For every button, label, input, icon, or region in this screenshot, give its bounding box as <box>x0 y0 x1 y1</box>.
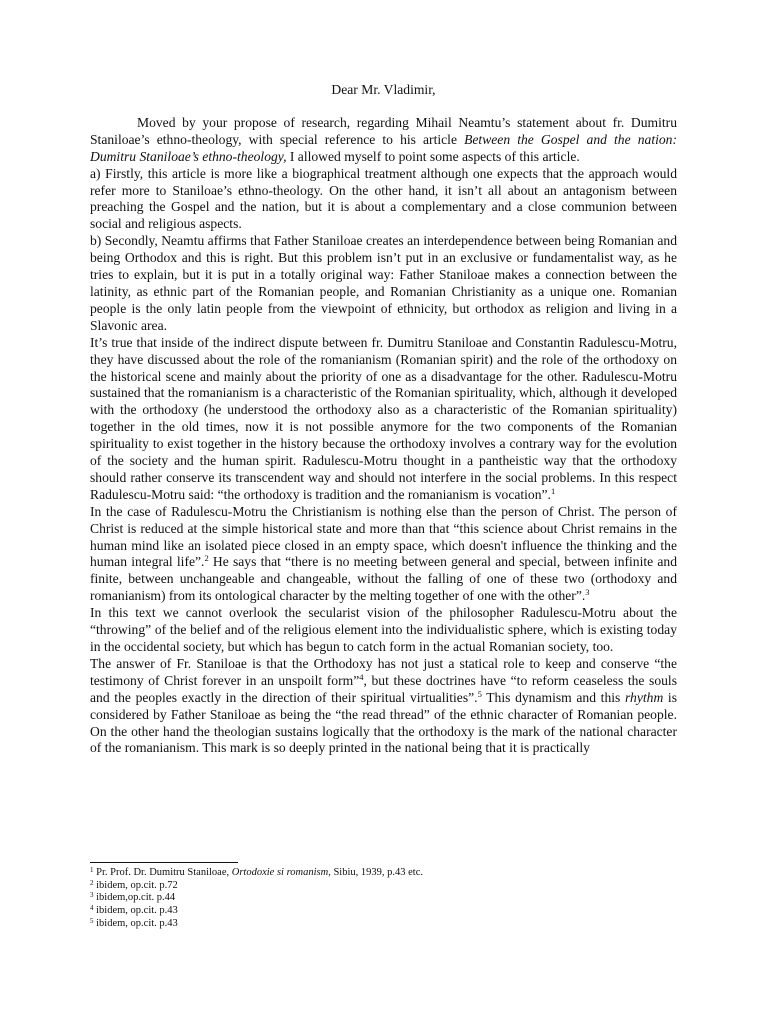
footnote-ref-1: 1 <box>550 485 556 496</box>
intro-text: Moved by your propose of research, regarding Mihail Neamtu’s statement about fr. Dumitru Staniloae’s ethno-theology, with special reference to his article <box>90 114 677 147</box>
salutation: Dear Mr. Vladimir, <box>331 82 436 97</box>
footnote-5 <box>90 918 677 931</box>
christ-paragraph <box>90 504 677 605</box>
point-a-paragraph: a) Firstly, this article is more like a biographical treatment although one expects that the approach would refer more to Staniloae’s ethno-theology. On the other hand, it isn’t all about an antagonism between preaching the Gospel and the nation, but it is about a complementary and a close communion between social and religious aspects. <box>90 165 677 232</box>
footnote-number: 5 <box>90 916 94 925</box>
point-b-paragraph: b) Secondly, Neamtu affirms that Father Staniloae creates an interdependence between being Romanian and being Orthodox and this is right. But this problem isn’t put in an exclusive or fundamentalist way, as he tries to explain, but it is put in a totally original way: Father Staniloae makes a connection between the latinity, as ethnic part of the Romanian people, and Romanian Christianity as a unique one. Romanian people is the only latin people from the viewpoint of ethnicity, but orthodox as religion and living in a Slavonic area. <box>90 233 677 333</box>
intro-paragraph <box>90 115 677 166</box>
footnote-ref-3: 3 <box>585 587 590 598</box>
footnote-1 <box>90 867 677 880</box>
footnote-number: 1 <box>90 866 94 874</box>
answer-text-cont2: This dynamism and this <box>481 689 625 705</box>
dispute-text: It’s true that inside of the indirect dispute between fr. Dumitru Staniloae and Constantin Radulescu-Motru, they have discussed about the role of the romanianism (Romanian spirit) and the role of the orthodoxy on the historical scene and mainly about the priority of one as a disadvantage for the other. Radulescu-Motru sustained that the romanianism is a characteristic of the Romanian spirituality, which, although it developed with the orthodoxy (he understood the orthodoxy also as a characteristic of the Romanian spirituality) together in the old times, now it is not possible anymore for the two components of the Romanian spirituality to exist together in the history because the orthodoxy involves a contrary way for the evolution of the society and the human spirit. Radulescu-Motru thought in a pantheistic way that the orthodoxy should rather conserve its transcendent way and should not interfere in the social problems. In this respect Radulescu-Motru said: “the orthodoxy is tradition and the romanianism is vocation”. <box>90 334 677 502</box>
footnote-number: 2 <box>90 878 94 887</box>
rhythm-italic: rhythm <box>625 689 664 705</box>
footnote-text-end: , Sibiu, 1939, p.43 etc. <box>328 867 423 878</box>
dispute-paragraph <box>90 335 677 504</box>
intro-text-end: I allowed myself to point some aspects of this article. <box>286 148 580 164</box>
footnote-separator <box>90 862 238 863</box>
christ-text: In the case of Radulescu-Motru the Christianism is nothing else than the person of Christ. The person of Christ is reduced at the simple historical state and more than that “this science about Christ remains in the human mind like an isolated piece closed in an empty space, which doesn't influence the thinking and the human integral life”. <box>90 503 677 570</box>
answer-paragraph <box>90 656 677 757</box>
answer-text: The answer of Fr. Staniloae is that the Orthodoxy has not just a statical role to keep and conserve “the testimony of Christ forever in an unspoilt form” <box>90 655 677 688</box>
article-title: Between the Gospel and the nation: Dumitru Staniloae’s ethno-theology, <box>90 131 678 164</box>
christ-text-cont: He says that “there is no meeting between general and special, between infinite and finite, between unchangeable and changeable, without the falling of one of these two (orthodoxy and romanianism) from its ontological character by the melting together of one with the other”. <box>90 554 678 604</box>
footnote-ref-5: 5 <box>477 688 482 699</box>
answer-text-cont: , but these doctrines have “to reform ceaseless the souls and the peoples exactly in the direction of their spiritual virtualities”. <box>90 672 677 705</box>
footnote-4 <box>90 905 677 918</box>
footnote-text: ibidem,op.cit. p.44 <box>93 892 176 904</box>
footnote-ref-4: 4 <box>359 671 364 682</box>
footnote-book-title: Ortodoxie si romanism <box>231 867 329 878</box>
footnote-2 <box>90 880 677 893</box>
footnote-3 <box>90 892 677 905</box>
footnote-text: ibidem, op.cit. p.72 <box>93 879 178 891</box>
secular-paragraph: In this text we cannot overlook the secularist vision of the philosopher Radulescu-Motru about the “throwing” of the belief and of the religious element into the individualistic sphere, which is existing today in the occidental society, but which has begun to catch form in the actual Romanian society, too. <box>90 605 677 654</box>
footnote-number: 3 <box>90 891 94 900</box>
footnotes <box>90 867 677 931</box>
footnote-text: ibidem, op.cit. p.43 <box>93 905 178 917</box>
footnote-ref-2: 2 <box>204 553 209 564</box>
footnote-text: Pr. Prof. Dr. Dumitru Staniloae, <box>93 867 232 878</box>
footnote-text: ibidem, op.cit. p.43 <box>93 917 178 929</box>
footnote-number: 4 <box>90 904 94 913</box>
answer-text-cont3: is considered by Father Staniloae as being the “the read thread” of the ethnic character of Romanian people. On the other hand the theologian sustains logically that the orthodoxy is the mark of the national character of the romanianism. This mark is so deeply printed in the national being that it is practically <box>90 689 678 756</box>
letter-body <box>90 82 677 757</box>
